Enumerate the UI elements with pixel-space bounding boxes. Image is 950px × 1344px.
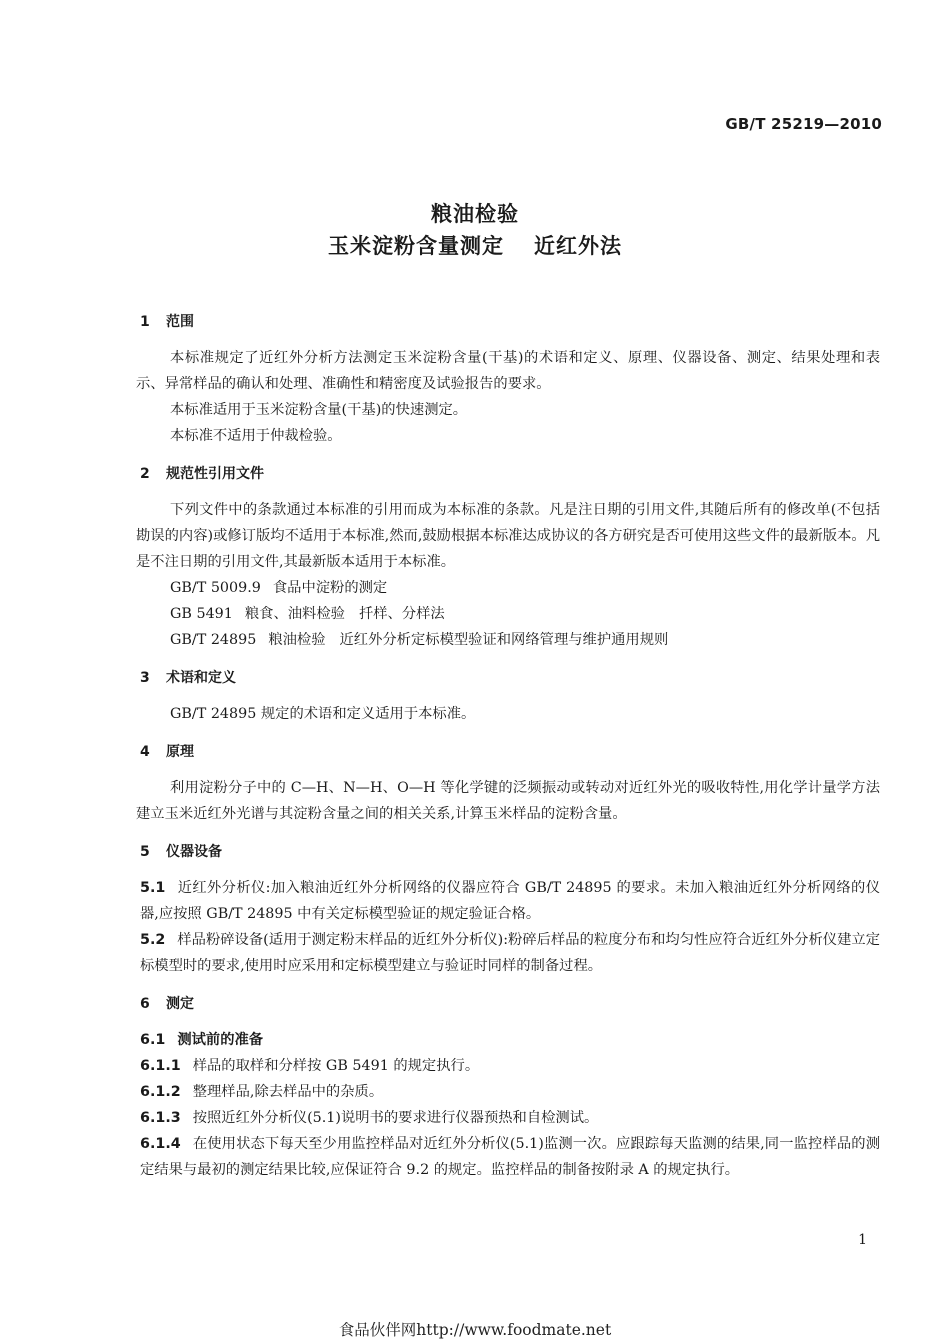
page-number: 1 (858, 1232, 867, 1248)
reference-item: GB 5491 粮食、油料检验 扦样、分样法 (170, 606, 445, 622)
references-paragraph: 下列文件中的条款通过本标准的引用而成为本标准的条款。凡是注日期的引用文件,其随后所有的修改单(不包括勘误的内容)或修订版均不适用于本标准,然而,鼓励根据本标准达成协议的各方研究是否可使用这些文件的最新版本。凡是不注日期的引用文件,其最新版本适用于本标准。 (136, 502, 880, 570)
section-heading-scope: 1 范围 (140, 314, 194, 330)
title-subject: 玉米淀粉含量测定 (328, 234, 504, 258)
document-body (136, 311, 880, 1183)
principle-paragraph: 利用淀粉分子中的 C—H、N—H、O—H 等化学键的泛频振动或转动对近红外光的吸收特性,用化学计量学方法建立玉米近红外光谱与其淀粉含量之间的相关关系,计算玉米样品的淀粉含量。 (136, 780, 880, 822)
scope-paragraph-2: 本标准适用于玉米淀粉含量(干基)的快速测定。 (170, 402, 468, 418)
clause-6-1-4: 6.1.4 在使用状态下每天至少用监控样品对近红外分析仪(5.1)监测一次。应跟踪每天监测的结果,同一监控样品的测定结果与最初的测定结果比较,应保证符合 9.2 的规定。监控样品的制备按附录 A 的规定执行。 (140, 1136, 880, 1178)
section-heading-terms: 3 术语和定义 (140, 670, 236, 686)
clause-6-1-2: 6.1.2 整理样品,除去样品中的杂质。 (140, 1084, 384, 1100)
subsection-6-1: 6.1 测试前的准备 (140, 1032, 264, 1048)
scope-paragraph-3: 本标准不适用于仲裁检验。 (170, 428, 342, 444)
clause-6-1-1: 6.1.1 样品的取样和分样按 GB 5491 的规定执行。 (140, 1058, 480, 1074)
document-title-line2 (0, 230, 950, 260)
clause-5-2: 5.2 样品粉碎设备(适用于测定粉末样品的近红外分析仪):粉碎后样品的粒度分布和均匀性应符合近红外分析仪建立定标模型时的要求,使用时应采用和定标模型建立与验证时同样的制备过程。 (140, 932, 880, 974)
scope-paragraph-1: 本标准规定了近红外分析方法测定玉米淀粉含量(干基)的术语和定义、原理、仪器设备、测定、结果处理和表示、异常样品的确认和处理、准确性和精密度及试验报告的要求。 (136, 350, 880, 392)
clause-6-1-3: 6.1.3 按照近红外分析仪(5.1)说明书的要求进行仪器预热和自检测试。 (140, 1110, 599, 1126)
section-heading-normative-references: 2 规范性引用文件 (140, 466, 264, 482)
reference-item: GB/T 5009.9 食品中淀粉的测定 (170, 580, 388, 596)
title-method: 近红外法 (534, 234, 622, 258)
reference-item: GB/T 24895 粮油检验 近红外分析定标模型验证和网络管理与维护通用规则 (170, 632, 669, 648)
terms-paragraph: GB/T 24895 规定的术语和定义适用于本标准。 (170, 706, 476, 722)
clause-5-1: 5.1 近红外分析仪:加入粮油近红外分析网络的仪器应符合 GB/T 24895 的要求。未加入粮油近红外分析网络的仪器,应按照 GB/T 24895 中有关定标模型验证的规定验证合格。 (140, 880, 880, 922)
section-heading-determination: 6 测定 (140, 996, 194, 1012)
standard-code: GB/T 25219—2010 (725, 115, 882, 133)
section-heading-apparatus: 5 仪器设备 (140, 844, 222, 860)
watermark-url[interactable]: 食品伙伴网http://www.foodmate.net (338, 1321, 612, 1339)
section-heading-principle: 4 原理 (140, 744, 194, 760)
document-title-line1: 粮油检验 (431, 202, 519, 226)
